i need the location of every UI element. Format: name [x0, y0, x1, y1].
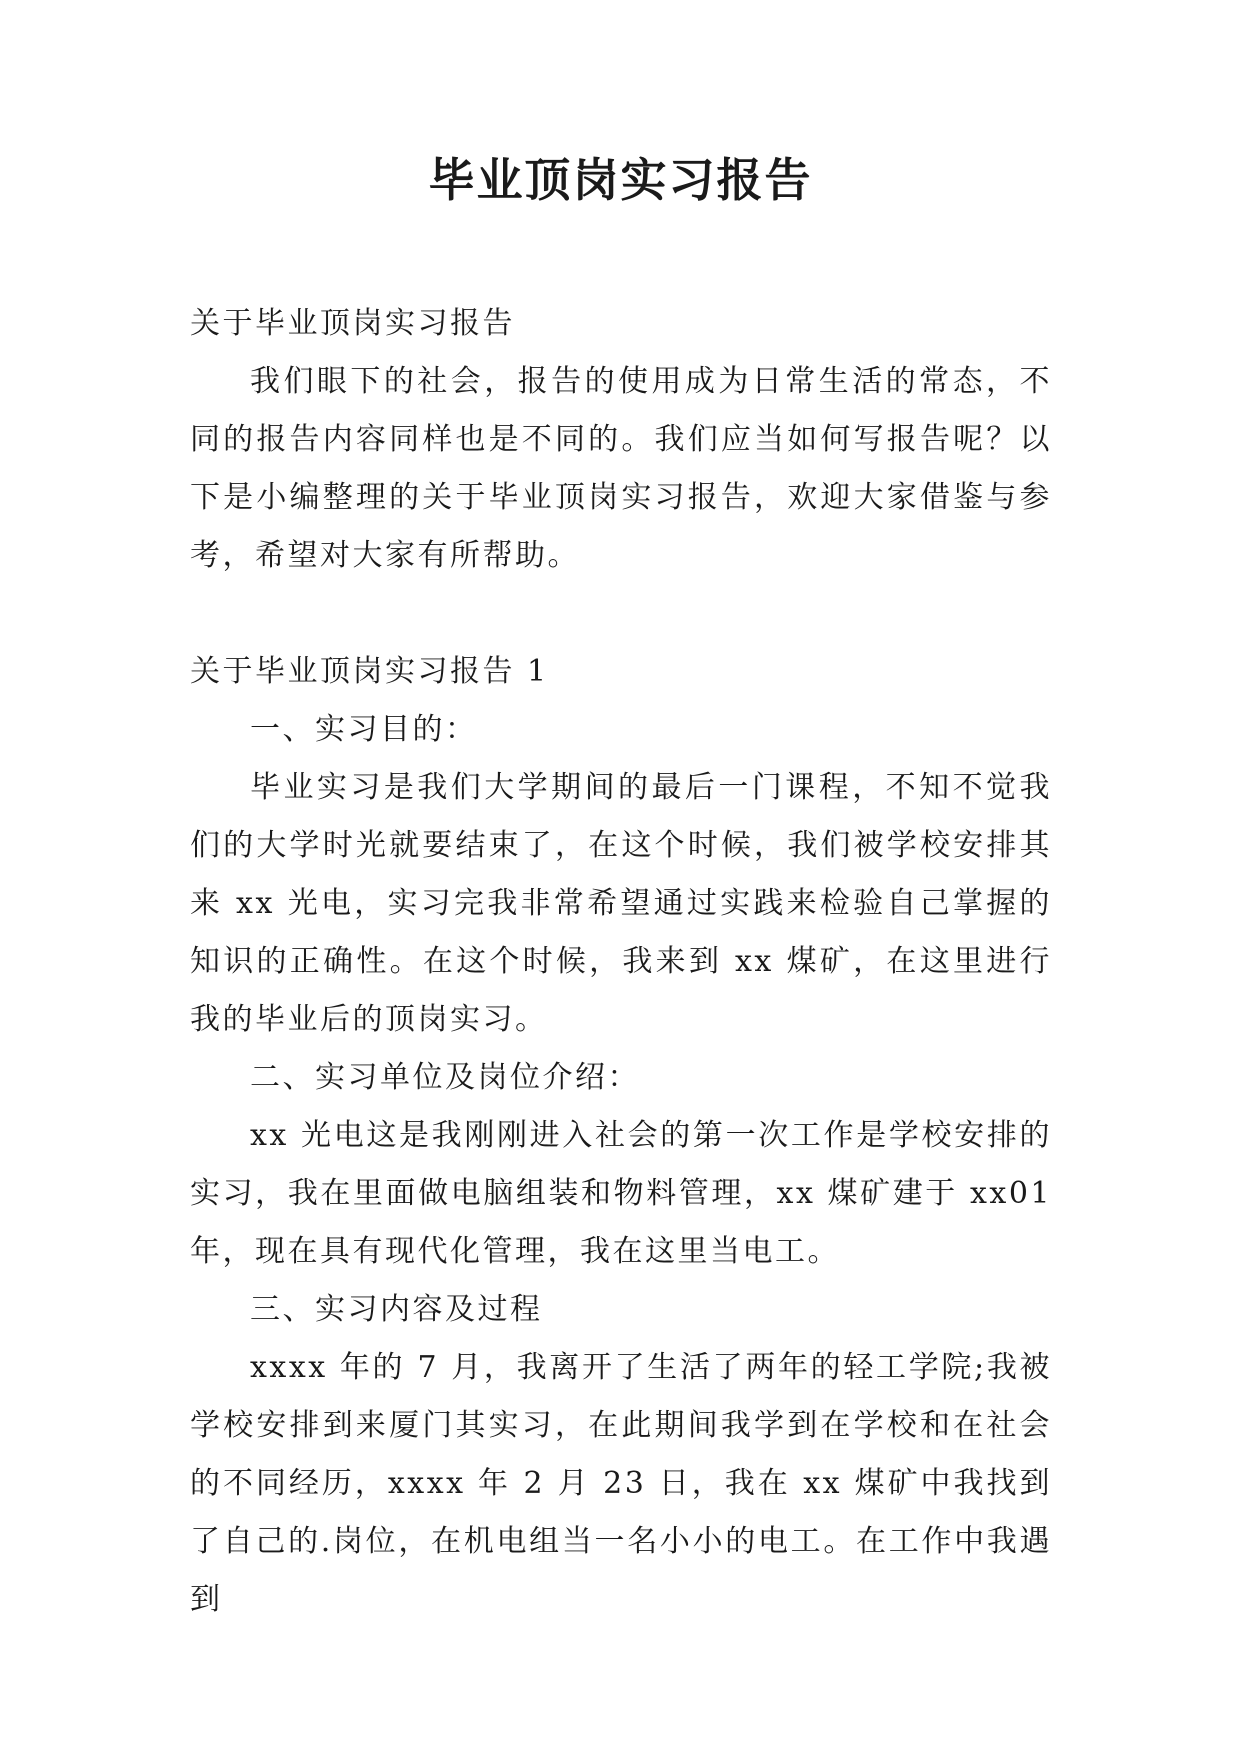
subheading-unit: 二、实习单位及岗位介绍：: [250, 1060, 640, 1095]
document-body: [190, 295, 1052, 1629]
paragraph-unit: xx 光电这是我刚刚进入社会的第一次工作是学校安排的实习，我在里面做电脑组装和物料管理，xx 煤矿建于 xx01 年，现在具有现代化管理，我在这里当电工。: [190, 1118, 1052, 1269]
section-heading: 关于毕业顶岗实习报告 1: [190, 654, 549, 689]
paragraph-content: xxxx 年的 7 月，我离开了生活了两年的轻工学院;我被学校安排到来厦门其实习，在此期间我学到在学校和在社会的不同经历，xxxx 年 2 月 23 日，我在 xx 煤矿中我找到了自己的.岗位，在机电组当一名小小的电工。在工作中我遇到: [190, 1350, 1052, 1617]
intro-paragraph: 我们眼下的社会，报告的使用成为日常生活的常态，不同的报告内容同样也是不同的。我们应当如何写报告呢？以下是小编整理的关于毕业顶岗实习报告，欢迎大家借鉴与参考，希望对大家有所帮助。: [190, 364, 1052, 573]
subheading-purpose: 一、实习目的：: [250, 712, 478, 747]
subtitle-paragraph: 关于毕业顶岗实习报告: [190, 306, 515, 341]
paragraph-purpose: 毕业实习是我们大学期间的最后一门课程，不知不觉我们的大学时光就要结束了，在这个时候，我们被学校安排其来 xx 光电，实习完我非常希望通过实践来检验自己掌握的知识的正确性。在这个时候，我来到 xx 煤矿，在这里进行我的毕业后的顶岗实习。: [190, 770, 1052, 1037]
document-title: 毕业顶岗实习报告: [428, 153, 813, 207]
subheading-content: 三、实习内容及过程: [250, 1292, 543, 1327]
